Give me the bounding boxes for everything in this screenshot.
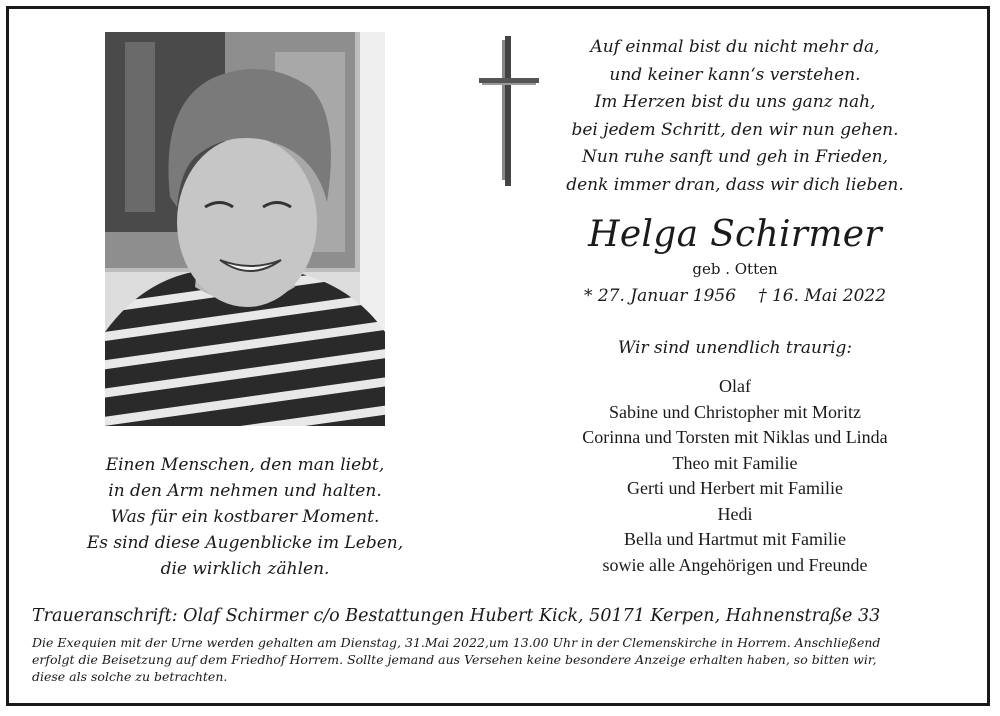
notice-line: erfolgt die Beisetzung auf dem Friedhof Horrem. Sollte jemand aus Versehen keine besondere Anzeige erhalten haben, so bitten wir, — [32, 652, 877, 667]
poem-left-line: Es sind diese Augenblicke im Leben, — [86, 533, 404, 553]
family-member: Hedi — [717, 503, 753, 524]
portrait-photo — [105, 32, 385, 426]
poem-right — [550, 34, 920, 199]
birth-date: * 27. Januar 1956 — [583, 286, 737, 306]
deceased-name: Helga Schirmer — [588, 214, 882, 255]
poem-right-line: Auf einmal bist du nicht mehr da, — [590, 37, 880, 57]
poem-right-line: Im Herzen bist du uns ganz nah, — [594, 92, 876, 112]
poem-left-line: Was für ein kostbarer Moment. — [110, 507, 380, 527]
funeral-notice — [32, 634, 982, 685]
notice-line: Die Exequien mit der Urne werden gehalten am Dienstag, 31.Mai 2022,um 13.00 Uhr in der Clemenskirche in Horrem. Anschließend — [32, 635, 881, 650]
family-list — [530, 374, 940, 578]
poem-left — [60, 452, 430, 582]
poem-right-line: bei jedem Schritt, den wir nun gehen. — [571, 119, 899, 140]
poem-right-line: Nun ruhe sanft und geh in Frieden, — [582, 147, 888, 167]
family-member: sowie alle Angehörigen und Freunde — [602, 554, 868, 575]
family-member: Theo mit Familie — [672, 452, 798, 473]
notice-line: diese als solche zu betrachten. — [32, 669, 228, 684]
family-member: Corinna und Torsten mit Niklas und Linda — [582, 427, 888, 447]
death-date: † 16. Mai 2022 — [758, 286, 887, 306]
birth-name: geb . Otten — [692, 260, 778, 278]
family-member: Gerti und Herbert mit Familie — [627, 478, 843, 498]
family-member: Olaf — [719, 376, 751, 396]
poem-left-line: Einen Menschen, den man liebt, — [105, 455, 385, 475]
family-member: Bella und Hartmut mit Familie — [624, 529, 846, 549]
mourning-line: Wir sind unendlich traurig: — [617, 338, 853, 358]
poem-left-line: in den Arm nehmen und halten. — [108, 481, 382, 501]
mourning-address: Traueranschrift: Olaf Schirmer c/o Bestattungen Hubert Kick, 50171 Kerpen, Hahnenstraße 33 — [32, 606, 881, 626]
poem-left-line: die wirklich zählen. — [160, 559, 330, 579]
poem-right-line: denk immer dran, dass wir dich lieben. — [566, 174, 904, 195]
family-member: Sabine und Christopher mit Moritz — [609, 401, 861, 422]
poem-right-line: und keiner kann‘s verstehen. — [609, 64, 861, 85]
cross-icon — [470, 34, 540, 186]
life-dates — [550, 284, 920, 308]
